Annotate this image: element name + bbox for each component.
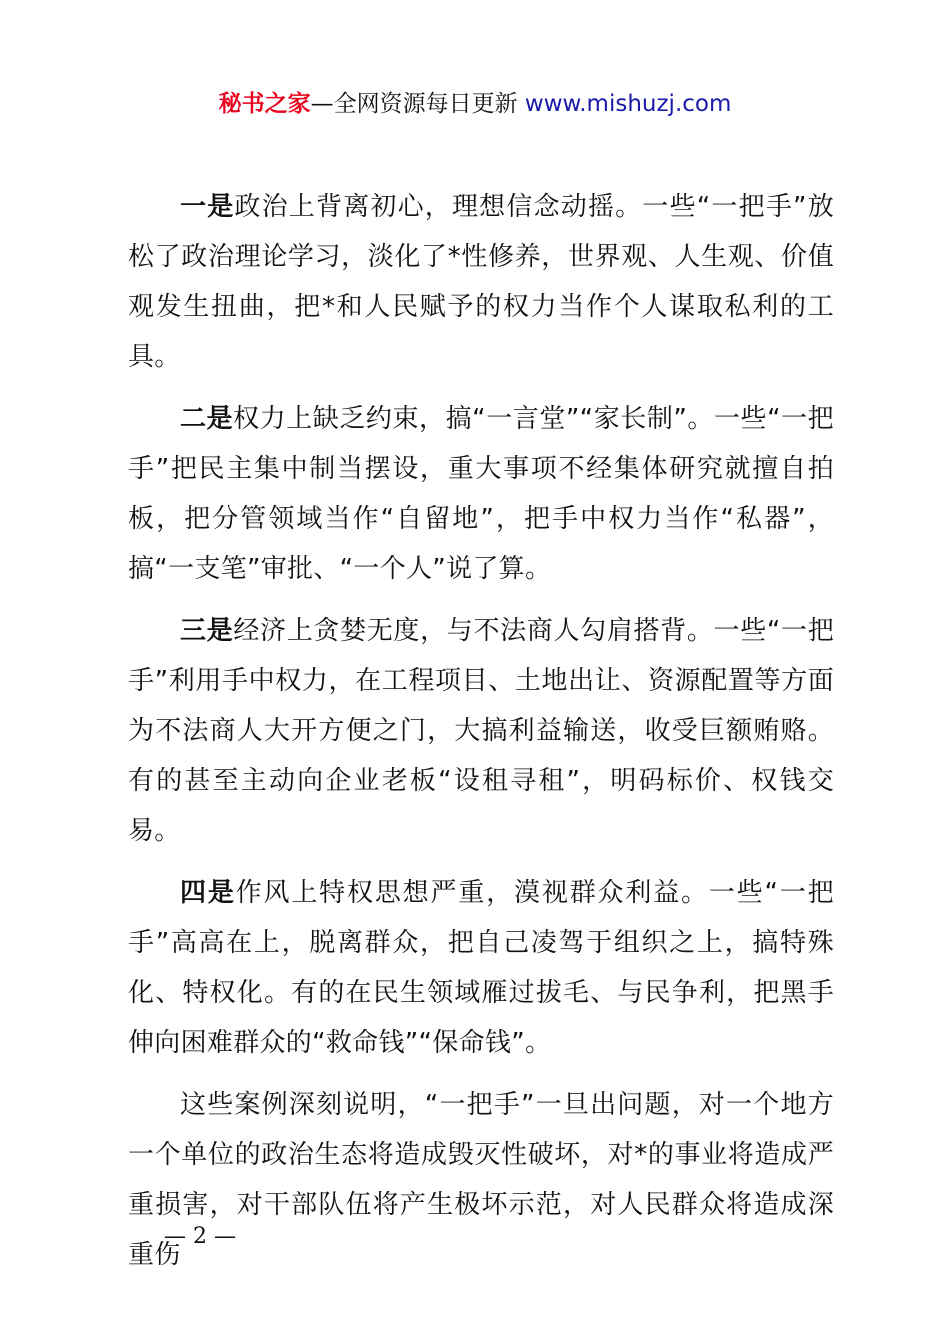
paragraph-text: 作风上特权思想严重，漠视群众利益。一些“一把手”高高在上，脱离群众，把自己凌驾于组织之上，搞特殊化、特权化。有的在民生领域雁过拔毛、与民争利，把黑手伸向困难群众的“救命钱”“保命钱”。 [128, 878, 834, 1058]
document-body [128, 182, 834, 1292]
paragraph-one [128, 182, 834, 382]
paragraph-text: 政治上背离初心，理想信念动摇。一些“一把手”放松了政治理论学习，淡化了*性修养，世界观、人生观、价值观发生扭曲，把*和人民赋予的权力当作个人谋取私利的工具。 [128, 192, 834, 372]
site-brand: 秘书之家 [218, 91, 311, 117]
paragraph-text: 这些案例深刻说明，“一把手”一旦出问题，对一个地方一个单位的政治生态将造成毁灭性破坏，对*的事业将造成严重损害，对干部队伍将产生极坏示范，对人民群众将造成深重伤 [128, 1090, 834, 1270]
site-watermark-header [0, 88, 950, 120]
paragraph-lead: 一是 [180, 192, 235, 222]
paragraph-lead: 四是 [180, 878, 236, 908]
site-url-link[interactable]: www.mishuzj.com [524, 91, 732, 117]
paragraph-two [128, 394, 834, 594]
page-number: — 2 — [164, 1224, 236, 1249]
paragraph-four [128, 868, 834, 1068]
paragraph-text: 经济上贪婪无度，与不法商人勾肩搭背。一些“一把手”利用手中权力，在工程项目、土地出让、资源配置等方面为不法商人大开方便之门，大搞利益输送，收受巨额贿赂。有的甚至主动向企业老板“设租寻租”，明码标价、权钱交易。 [128, 616, 834, 846]
paragraph-lead: 二是 [180, 404, 234, 434]
paragraph-lead: 三是 [180, 616, 234, 646]
site-slogan: —全网资源每日更新 [310, 91, 518, 117]
paragraph-three [128, 606, 834, 856]
paragraph-text: 权力上缺乏约束，搞“一言堂”“家长制”。一些“一把手”把民主集中制当摆设，重大事项不经集体研究就擅自拍板，把分管领域当作“自留地”，把手中权力当作“私器”，搞“一支笔”审批、“一个人”说了算。 [128, 404, 834, 584]
